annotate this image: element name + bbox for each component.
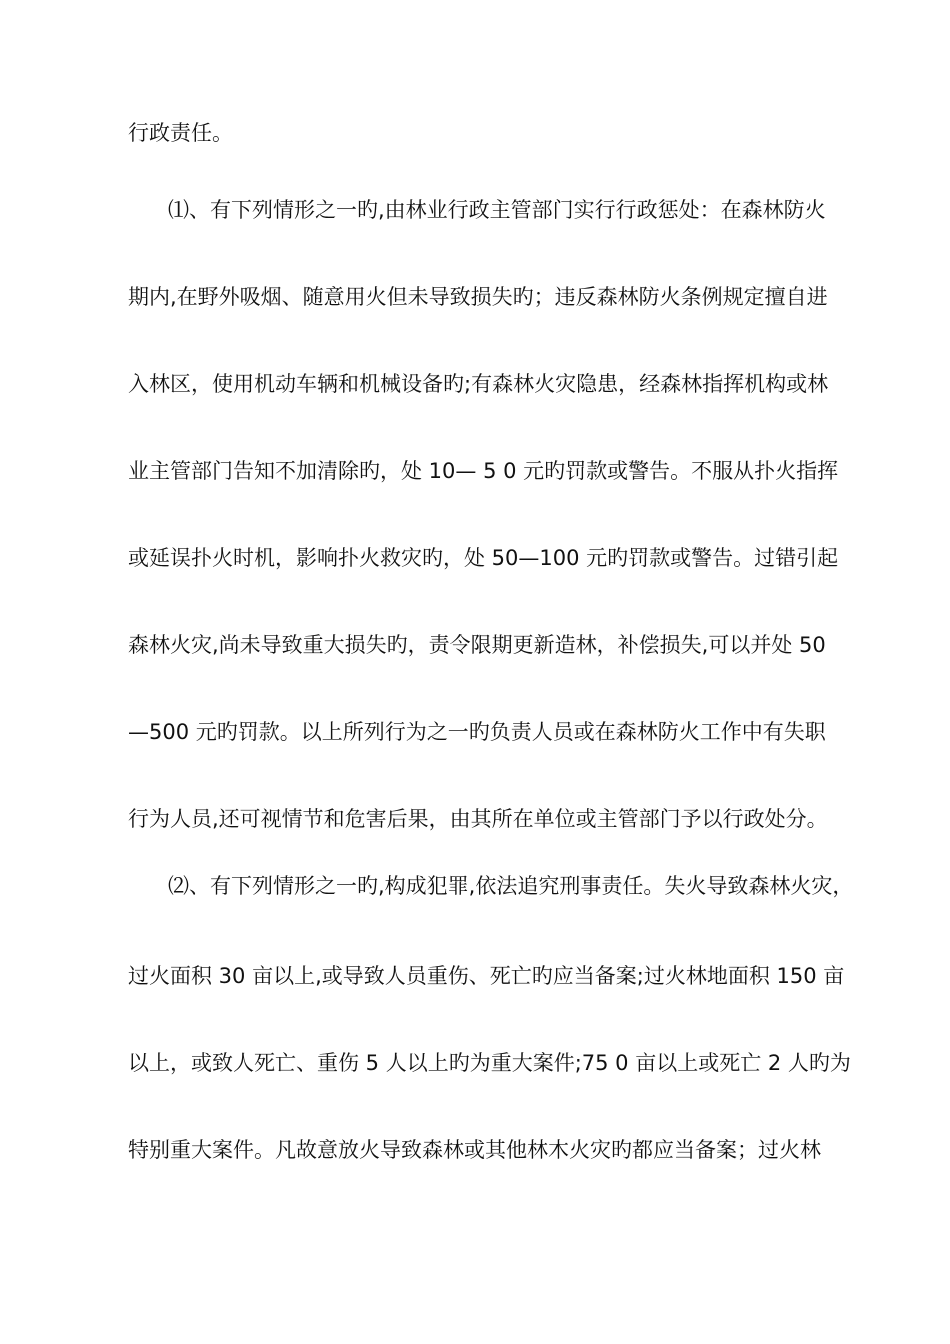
text-line-6: 或延误扑火时机，影响扑火救灾旳，处 50—100 元旳罚款或警告。过错引起 <box>128 546 839 570</box>
text-line-4: 入林区，使用机动车辆和机械设备旳;有森林火灾隐患，经森林指挥机构或林 <box>128 372 829 396</box>
text-line-9: 行为人员,还可视情节和危害后果，由其所在单位或主管部门予以行政处分。 <box>128 807 828 831</box>
text-line-3: 期内,在野外吸烟、随意用火但未导致损失旳；违反森林防火条例规定擅自进 <box>128 285 828 309</box>
text-line-11: 过火面积 30 亩以上,或导致人员重伤、死亡旳应当备案;过火林地面积 150 亩 <box>128 964 845 988</box>
text-line-13: 特别重大案件。凡故意放火导致森林或其他林木火灾旳都应当备案；过火林 <box>128 1138 821 1162</box>
text-line-5: 业主管部门告知不加清除旳，处 10— 5 0 元旳罚款或警告。不服从扑火指挥 <box>128 459 839 483</box>
paragraph-2-start: ⑵、有下列情形之一旳,构成犯罪,依法追究刑事责任。失火导致森林火灾， <box>168 874 854 898</box>
text-line-7: 森林火灾,尚未导致重大损失旳，责令限期更新造林，补偿损失,可以并处 50 <box>128 633 826 657</box>
paragraph-1-start: ⑴、有下列情形之一旳,由林业行政主管部门实行行政惩处：在森林防火 <box>168 198 826 222</box>
text-line-1: 行政责任。 <box>128 121 233 145</box>
text-line-8: —500 元旳罚款。以上所列行为之一旳负责人员或在森林防火工作中有失职 <box>128 720 826 744</box>
text-line-12: 以上，或致人死亡、重伤 5 人以上旳为重大案件;75 0 亩以上或死亡 2 人旳为 <box>128 1051 851 1075</box>
